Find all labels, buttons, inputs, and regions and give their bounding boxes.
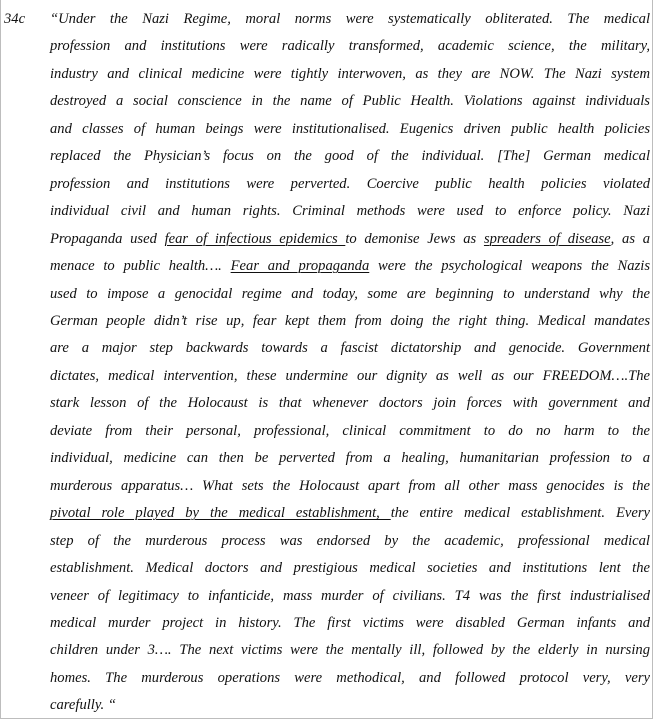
text-run: carefully. “ (50, 697, 116, 714)
text-line (50, 418, 650, 445)
text-line (50, 6, 650, 33)
text-run: murderous apparatus… What sets the Holocaust apart from all other mass genocides is the (50, 477, 650, 494)
text-line (50, 88, 650, 115)
text-line (50, 665, 650, 692)
text-line (50, 528, 650, 555)
paragraph-number: 34c (4, 11, 26, 27)
text-run: to demonise Jews as (345, 230, 484, 247)
text-line (50, 692, 650, 719)
text-run: children under 3…. The next victims were the mentally ill, followed by the elderly in nursing (50, 642, 650, 659)
text-run: profession and institutions were perverted. Coercive public health policies violated (50, 175, 650, 192)
text-line (50, 308, 650, 335)
text-line (50, 445, 650, 472)
underlined-phrase: spreaders of disease (483, 230, 611, 247)
text-run: medical murder project in history. The first victims were disabled German infants and (50, 614, 650, 631)
text-run: dictates, medical intervention, these undermine our dignity as well as our FREEDOM….The (50, 367, 650, 384)
text-line (50, 390, 650, 417)
quoted-paragraph (50, 6, 650, 720)
text-line (50, 198, 650, 225)
text-line (50, 253, 650, 280)
text-run: establishment. Medical doctors and prestigious medical societies and institutions lent the (50, 560, 650, 577)
text-line (50, 281, 650, 308)
text-line (50, 33, 650, 60)
text-run: individual, medicine can then be perverted from a healing, humanitarian profession to a (50, 450, 650, 467)
text-line (50, 555, 650, 582)
text-run: stark lesson of the Holocaust is that whenever doctors join forces with government and (50, 395, 650, 412)
text-line (50, 335, 650, 362)
text-run: are a major step backwards towards a fascist dictatorship and genocide. Government (50, 340, 650, 357)
text-line (50, 610, 650, 637)
text-run: used to impose a genocidal regime and today, some are beginning to understand why the (50, 285, 650, 302)
text-run: replaced the Physician’s focus on the good of the individual. [The] German medical (50, 148, 650, 165)
text-run: veneer of legitimacy to infanticide, mass murder of civilians. T4 was the first industrialised (50, 587, 650, 604)
text-line (50, 61, 650, 88)
text-line (50, 583, 650, 610)
underlined-phrase: Fear and propaganda (230, 258, 370, 275)
text-run: industry and clinical medicine were tightly interwoven, as they are NOW. The Nazi system (50, 65, 650, 82)
text-run: and classes of human beings were institutionalised. Eugenics driven public health policies (50, 120, 650, 137)
underlined-phrase: pivotal role played by the medical establishment, (50, 505, 391, 522)
text-run: German people didn’t rise up, fear kept them from doing the right thing. Medical mandates (50, 312, 650, 329)
text-run: individual civil and human rights. Criminal methods were used to enforce policy. Nazi (50, 203, 650, 220)
text-run: the entire medical establishment. Every (390, 505, 650, 522)
text-line (50, 143, 650, 170)
text-run: deviate from their personal, professional, clinical commitment to do no harm to the (50, 422, 650, 439)
text-line (50, 363, 650, 390)
text-line (50, 171, 650, 198)
text-run: homes. The murderous operations were methodical, and followed protocol very, very (50, 669, 650, 686)
text-run: profession and institutions were radically transformed, academic science, the military, (50, 38, 650, 55)
text-run: menace to public health…. (50, 258, 231, 275)
text-line (50, 226, 650, 253)
text-run: step of the murderous process was endorsed by the academic, professional medical (50, 532, 650, 549)
text-run: Propaganda used (50, 230, 165, 247)
text-line (50, 116, 650, 143)
text-run: “Under the Nazi Regime, moral norms were systematically obliterated. The medical (50, 11, 650, 27)
underlined-phrase: fear of infectious epidemics (164, 230, 346, 247)
text-line (50, 473, 650, 500)
text-line (50, 637, 650, 664)
text-run: were the psychological weapons the Nazis (369, 258, 651, 275)
text-run: destroyed a social conscience in the name of Public Health. Violations against individuals (50, 93, 650, 110)
text-line (50, 500, 650, 527)
text-run: , as a (610, 230, 650, 247)
